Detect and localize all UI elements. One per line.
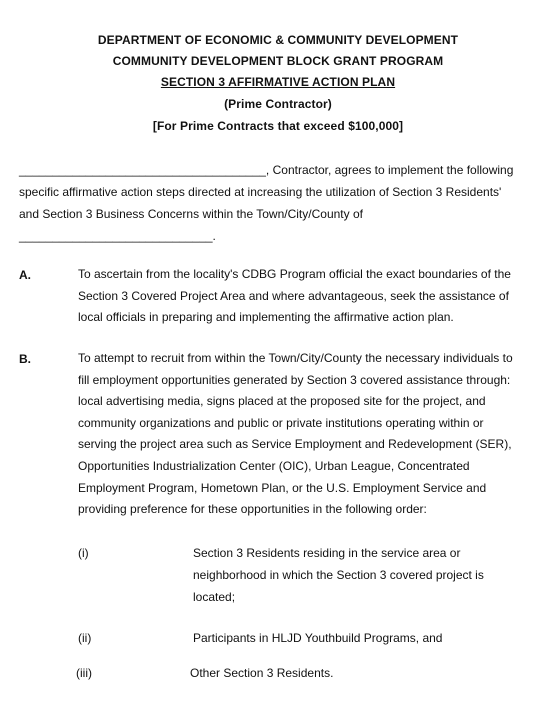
department-heading [0,33,556,47]
section-b-text [78,348,538,521]
subitem-iii-number: (iii) [76,666,92,680]
threshold-subtitle [0,119,556,133]
intro-line: specific affirmative action steps directed at increasing the utilization of Section 3 Residents' [19,185,502,199]
subitem-i-line: located; [193,590,236,604]
section-a-line: Section 3 Covered Project Area and where advantageous, seek the assistance of [78,288,509,303]
intro-line: _____________________________________, Contractor, agrees to implement the following [19,163,514,177]
section-b-line: providing preference for these opportunities in the following order: [78,502,427,517]
subitem-ii-number: (ii) [78,631,92,645]
section-b-line: fill employment opportunities generated by Section 3 covered assistance through: [78,372,511,387]
subitem-i-line: Section 3 Residents residing in the service area or [193,546,461,560]
department-heading-text: DEPARTMENT OF ECONOMIC & COMMUNITY DEVELOPMENT [97,33,459,47]
subitem-iii-line: Other Section 3 Residents. [190,666,334,680]
subitem-ii-line: Participants in HLJD Youthbuild Programs, and [193,631,443,645]
section-b-line: Opportunities Industrialization Center (OIC), Urban League, Concentrated [78,458,470,473]
subitem-ii-text [193,627,442,649]
section-a-letter: A. [19,268,31,282]
threshold-text: [For Prime Contracts that exceed $100,000] [152,119,404,133]
section-a-line: To ascertain from the locality's CDBG Program official the exact boundaries of the [78,267,511,281]
subitem-i-text [193,542,484,608]
subitem-i-line: neighborhood in which the Section 3 covered project is [193,568,484,582]
subitem-i-number: (i) [78,546,89,560]
intro-line: and Section 3 Business Concerns within the Town/City/County of [19,207,363,221]
section-b-line: To attempt to recruit from within the Town/City/County the necessary individuals to [78,351,513,365]
intro-paragraph [19,159,539,247]
intro-line: _____________________________. [19,229,216,243]
section-b-line: serving the project area such as Service Employment and Redevelopment (SER), [78,437,512,452]
subitem-iii-text [190,662,333,684]
contractor-type-subtitle [0,97,556,111]
section-b-line: local advertising media, signs placed at the proposed site for the project, and [78,394,486,409]
program-heading [0,54,556,68]
plan-title [0,75,556,89]
plan-title-text: SECTION 3 AFFIRMATIVE ACTION PLAN [160,75,396,89]
contractor-type-text: (Prime Contractor) [224,97,332,111]
section-b-line: Employment Program, Hometown Plan, or the U.S. Employment Service and [78,480,487,495]
section-a-line: local officials in preparing and implementing the affirmative action plan. [78,310,454,325]
section-b-line: community organizations and public or private institutions operating within or [78,415,484,430]
program-heading-text: COMMUNITY DEVELOPMENT BLOCK GRANT PROGRAM [112,54,444,68]
section-b-letter: B. [19,352,31,366]
section-a-text [78,264,538,329]
